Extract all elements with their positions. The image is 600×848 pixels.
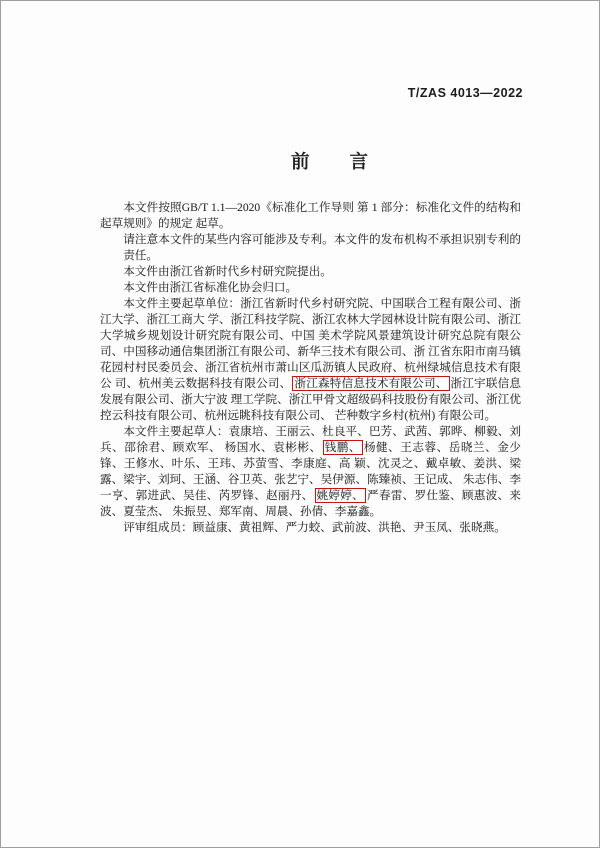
paragraph-drafting-organizations — [100, 296, 521, 424]
foreword-body — [100, 200, 521, 536]
highlighted-organization-red-box: 浙江森特信息技术有限公司、 — [294, 377, 448, 390]
paragraph-under-jurisdiction: 本文件由浙江省标准化协会归口。 — [123, 281, 298, 294]
drafters-text: 严春雷、罗仕鉴、顾惠波、来波、夏莹杰、 朱振昱、郑军南、周晨、孙倩、李嘉鑫。 — [100, 489, 521, 518]
drafters-text: 本文件主要起草人：袁康培、王丽云、杜良平、巴芳、武茜、郭晔、柳毅、刘兵、邵徐君、顾欢军、 杨国水、袁彬彬、 — [100, 425, 521, 454]
paragraph-proposed-by: 本文件由浙江省新时代乡村研究院提出。 — [123, 265, 332, 278]
highlighted-drafter-red-box: 姚婷婷、 — [316, 489, 365, 502]
drafting-organizations-text: 浙江宇联信息发展有限公司、浙大宁波 理工学院、浙江甲骨文超级码科技股份有限公司、浙江优控云科技有限公司、杭州远眺科技有限公司、 芒种数字乡村(杭州) 有限公司。 — [100, 377, 521, 422]
paragraph-patent-notice: 请注意本文件的某些内容可能涉及专利。本文件的发布机构不承担识别专利的责任。 — [123, 233, 521, 262]
paragraph-drafting-rules: 本文件按照GB/T 1.1—2020《标准化工作导则 第 1 部分：标准化文件的结构和起草规则》的规定 起草。 — [100, 201, 521, 230]
highlighted-drafter-red-box: 钱鹏、 — [324, 441, 361, 454]
drafters-text: 杨健、王志蓉、岳晓兰、金少锋、王修水、叶乐、王玮、苏萤雪、李康庭、高 颖、沈灵之、戴卓敏、姜洪、梁露、梁宇、刘珂、王涵、谷卫英、张艺宁、吴伊源、陈臻祯、王记成、 朱志伟、李一亨、郭进武、吴佳、芮罗锋、赵丽丹、 — [100, 441, 521, 502]
drafting-organizations-text: 本文件主要起草单位：浙江省新时代乡村研究院、中国联合工程有限公司、浙江大学、浙江工商大 学、浙江科技学院、浙江农林大学园林设计院有限公司、浙江大学城乡规划设计研究院有限公司、中国 美术学院风景建筑设计研究总院有限公司、中国移动通信集团浙江有限公司、新华三技术有限公司、浙 江省东阳市南马镇花园村村民委员会、浙江省杭州市萧山区瓜沥镇人民政府、杭州绿城信息技术有限公 司、杭州美云数据科技有限公司、 — [100, 297, 521, 390]
standard-number: T/ZAS 4013—2022 — [407, 86, 523, 100]
paragraph-drafters — [100, 424, 521, 520]
paragraph-review-panel: 评审组成员：顾益康、黄祖辉、严力蛟、武前波、洪艳、尹玉凤、张晓燕。 — [123, 521, 506, 534]
foreword-title: 前 言 — [290, 153, 369, 173]
